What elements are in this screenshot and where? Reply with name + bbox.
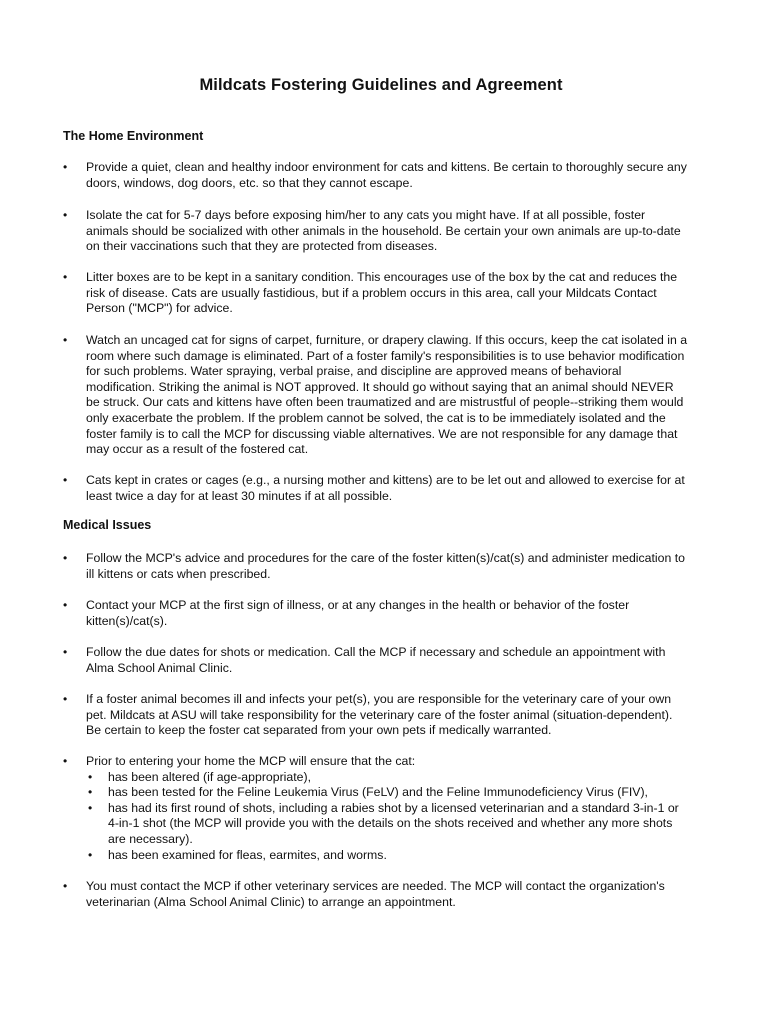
list-item <box>63 879 690 910</box>
bullet-icon: • <box>88 769 93 784</box>
sub-list-item-text: has been examined for fleas, earmites, and worms. <box>108 847 387 862</box>
list-item-text: Watch an uncaged cat for signs of carpet, furniture, or drapery clawing. If this occurs, keep the cat isolated in a room where such damage is eliminated. Part of a foster family's responsibilities is to use behavior modification for such problems. Water spraying, verbal praise, and discipline are approved means of behavioral modification. Striking the animal is NOT approved. It should go without saying that an animal should NEVER be struck. Our cats and kittens have often been traumatized and are mistrustful of people--striking them would only exacerbate the problem. If the problem cannot be solved, the cat is to be immediately isolated and the foster family is to call the MCP for discussing viable alternatives. We are not responsible for any damage that may occur as a result of the fostered cat. <box>86 333 688 457</box>
sub-list-item-text: has been altered (if age-appropriate), <box>108 769 312 784</box>
bullet-icon: • <box>63 270 68 284</box>
list-item <box>63 645 690 676</box>
list-item <box>63 208 690 255</box>
bullet-icon: • <box>63 879 68 893</box>
bullet-icon: • <box>63 598 68 612</box>
list-item-text: Follow the due dates for shots or medication. Call the MCP if necessary and schedule an appointment with Alma School Animal Clinic. <box>86 645 666 675</box>
list-item <box>63 473 690 504</box>
list-item <box>63 692 690 739</box>
bullet-icon: • <box>63 473 68 487</box>
list-item-text: Cats kept in crates or cages (e.g., a nursing mother and kittens) are to be let out and allowed to exercise for at least twice a day for at least 30 minutes if at all possible. <box>86 473 685 503</box>
sub-list-item <box>86 801 690 848</box>
list-item-text: Provide a quiet, clean and healthy indoor environment for cats and kittens. Be certain to thoroughly secure any doors, windows, dog doors, etc. so that they cannot escape. <box>86 160 687 190</box>
list-item <box>63 270 690 317</box>
sub-list-item <box>86 785 690 801</box>
bullet-icon: • <box>88 800 93 815</box>
bullet-icon: • <box>88 847 93 862</box>
bullet-icon: • <box>63 551 68 565</box>
list-item <box>63 160 690 191</box>
list-item <box>63 598 690 629</box>
list-item <box>63 754 690 863</box>
list-item-text: Litter boxes are to be kept in a sanitary condition. This encourages use of the box by the cat and reduces the risk of disease. Cats are usually fastidious, but if a problem occurs in this area, call your Mildcats Contact Person ("MCP") for advice. <box>86 270 678 316</box>
sub-list <box>86 770 690 864</box>
bullet-icon: • <box>63 754 68 768</box>
bullet-icon: • <box>63 645 68 659</box>
list-item <box>63 333 690 458</box>
sub-list-item <box>86 770 690 786</box>
list-item-text: Isolate the cat for 5-7 days before exposing him/her to any cats you might have. If at all possible, foster animals should be socialized with other animals in the household. Be certain your own animals are up-to-date on their vaccinations such that they are protected from diseases. <box>86 208 681 254</box>
sub-list-item-text: has been tested for the Feline Leukemia Virus (FeLV) and the Feline Immunodeficiency Virus (FIV), <box>108 785 648 800</box>
section-heading-medical-issues: Medical Issues <box>63 518 152 532</box>
list-item-text: If a foster animal becomes ill and infects your pet(s), you are responsible for the veterinary care of your own pet. Mildcats at ASU will take responsibility for the veterinary care of the foster animal (situation-dependent). Be certain to keep the foster cat separated from your own pets if medically warranted. <box>86 692 673 738</box>
sub-list-item <box>86 848 690 864</box>
bullet-icon: • <box>88 785 93 800</box>
list-item-text: Follow the MCP's advice and procedures for the care of the foster kitten(s)/cat(s) and administer medication to ill kittens or cats when prescribed. <box>86 551 686 581</box>
bullet-icon: • <box>63 333 68 347</box>
section-heading-home-environment: The Home Environment <box>63 129 204 143</box>
list-item-text: Prior to entering your home the MCP will ensure that the cat: <box>86 754 416 768</box>
list-item <box>63 551 690 582</box>
list-item-text: Contact your MCP at the first sign of illness, or at any changes in the health or behavior of the foster kitten(s)/cat(s). <box>86 598 630 628</box>
bullet-icon: • <box>63 208 68 222</box>
bullet-icon: • <box>63 160 68 174</box>
bullet-icon: • <box>63 692 68 706</box>
page-title: Mildcats Fostering Guidelines and Agreement <box>199 76 563 94</box>
sub-list-item-text: has had its first round of shots, including a rabies shot by a licensed veterinarian and a standard 3-in-1 or 4-in-1 shot (the MCP will provide you with the details on the shots received and whether any more shots are necessary). <box>108 800 679 846</box>
list-item-text: You must contact the MCP if other veterinary services are needed. The MCP will contact the organization's veterinarian (Alma School Animal Clinic) to arrange an appointment. <box>86 879 665 909</box>
